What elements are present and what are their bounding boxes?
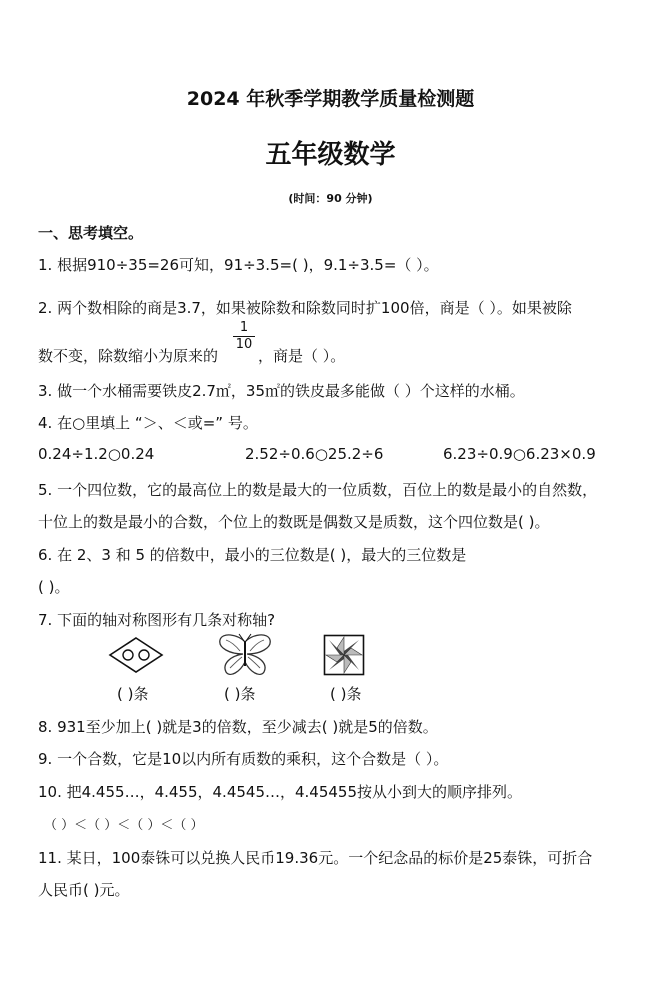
subject-title: 五年级数学 — [265, 140, 396, 170]
question-4-item-2: 2.52÷0.6○25.2÷6 — [245, 445, 384, 463]
question-2-line1: 2. 两个数相除的商是3.7，如果被除数和除数同时扩100倍，商是（ ）。如果被除 — [38, 299, 572, 317]
question-4: 4. 在○里填上 “＞、＜或=” 号。 — [38, 414, 258, 432]
exam-time: (时间：90 分钟) — [288, 192, 373, 205]
question-9: 9. 一个合数，它是10以内所有质数的乘积，这个合数是（ ）。 — [38, 750, 449, 768]
question-7: 7. 下面的轴对称图形有几条对称轴? — [38, 611, 276, 629]
question-4-item-3: 6.23÷0.9○6.23×0.9 — [443, 445, 596, 463]
question-2-line2-pre: 数不变，除数缩小为原来的 — [38, 347, 219, 365]
question-11-line1: 11. 某日，100泰铢可以兑换人民币19.36元。一个纪念品的标价是25泰铢，可折合 — [38, 849, 593, 867]
question-5-line1: 5. 一个四位数，它的最高位上的数是最大的一位质数，百位上的数是最小的自然数， — [38, 481, 598, 499]
question-1: 1. 根据910÷35=26可知，91÷3.5=( )，9.1÷3.5=（ ）。 — [38, 256, 439, 274]
question-10: 10. 把4.455…，4.455，4.4545…，4.45455按从小到大的顺序排列。 — [38, 783, 523, 801]
question-5-line2: 十位上的数是最小的合数，个位上的数既是偶数又是质数，这个四位数是( )。 — [38, 513, 550, 531]
square-pattern-icon — [323, 634, 365, 676]
question-8: 8. 931至少加上( )就是3的倍数，至少减去( )就是5的倍数。 — [38, 718, 438, 736]
question-6-line2: ( )。 — [38, 578, 70, 596]
butterfly-icon — [216, 632, 274, 678]
fraction-denominator: 10 — [235, 337, 253, 352]
fraction-numerator: 1 — [233, 320, 255, 337]
question-10-blanks: （ ）＜（ ）＜（ ）＜（ ） — [44, 818, 204, 833]
figure-1-label: ( )条 — [117, 685, 149, 703]
diamond-two-circles-icon — [108, 636, 164, 674]
exam-title: 2024 年秋季学期教学质量检测题 — [186, 88, 475, 110]
question-3: 3. 做一个水桶需要铁皮2.7㎡，35㎡的铁皮最多能做（ ）个这样的水桶。 — [38, 382, 525, 400]
question-4-item-1: 0.24÷1.2○0.24 — [38, 445, 155, 463]
question-11-line2: 人民币( )元。 — [38, 881, 130, 899]
figure-3-label: ( )条 — [330, 685, 362, 703]
section-heading: 一、思考填空。 — [38, 224, 144, 242]
figure-2-label: ( )条 — [224, 685, 256, 703]
fraction-one-tenth — [233, 320, 255, 353]
question-2-line2-post: ，商是（ ）。 — [258, 347, 346, 365]
question-6-line1: 6. 在 2、3 和 5 的倍数中，最小的三位数是( )，最大的三位数是 — [38, 546, 467, 564]
